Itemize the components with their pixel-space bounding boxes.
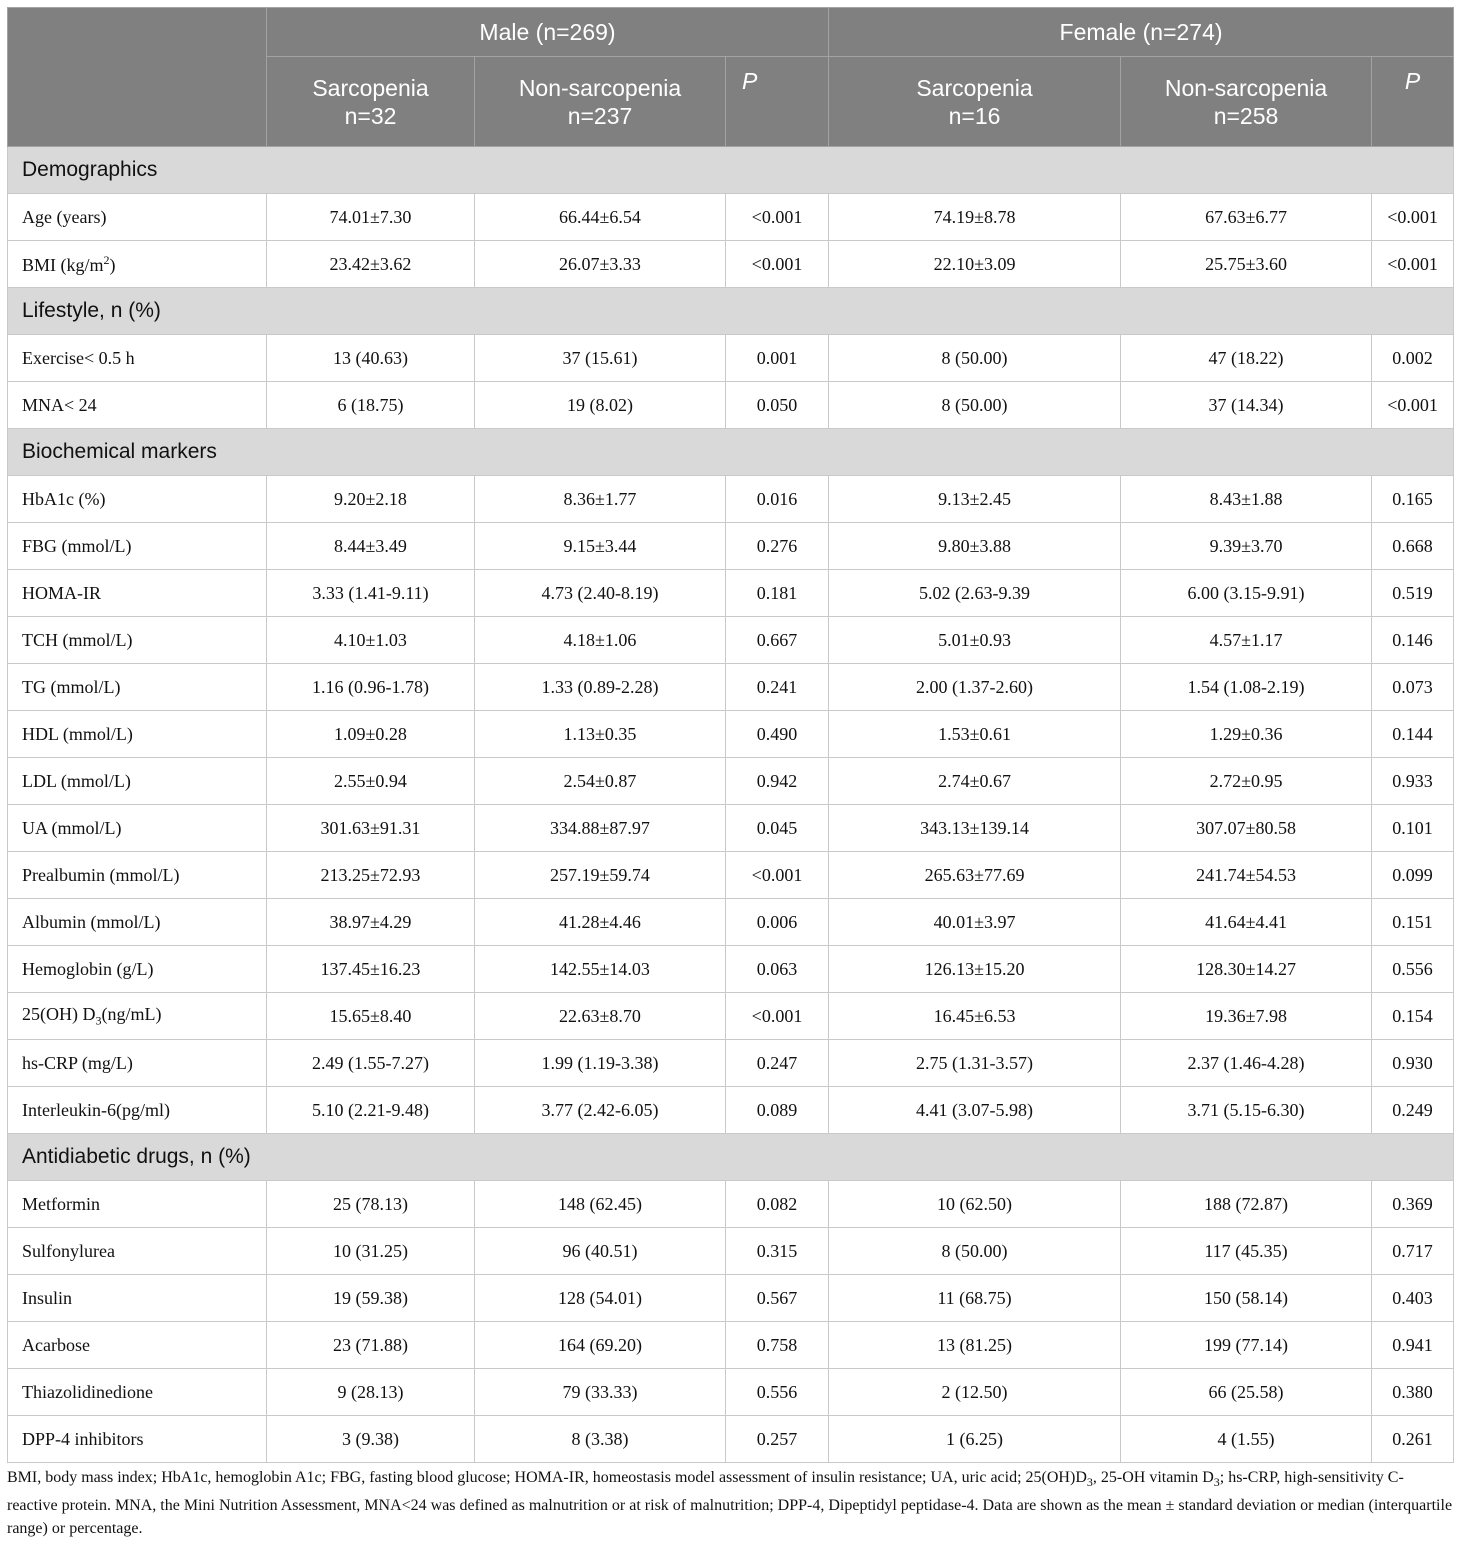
table-row (8, 335, 1454, 382)
table-cell: 66.44±6.54 (475, 194, 726, 241)
row-label: Thiazolidinedione (8, 1369, 267, 1416)
table-cell: 2.55±0.94 (267, 758, 475, 805)
row-label: hs-CRP (mg/L) (8, 1040, 267, 1087)
table-cell: 66 (25.58) (1121, 1369, 1372, 1416)
table-cell: 0.519 (1372, 570, 1454, 617)
table-cell: 9 (28.13) (267, 1369, 475, 1416)
table-cell: 26.07±3.33 (475, 241, 726, 288)
table-cell: 0.082 (726, 1181, 829, 1228)
table-cell: 0.151 (1372, 899, 1454, 946)
table-cell: <0.001 (726, 852, 829, 899)
table-cell: <0.001 (726, 241, 829, 288)
table-cell: 3 (9.38) (267, 1416, 475, 1463)
section-row (8, 429, 1454, 476)
table-cell: 128.30±14.27 (1121, 946, 1372, 993)
table-row (8, 476, 1454, 523)
table-cell: 126.13±15.20 (829, 946, 1121, 993)
table-row (8, 617, 1454, 664)
table-cell: 0.063 (726, 946, 829, 993)
table-cell: 3.33 (1.41-9.11) (267, 570, 475, 617)
table-cell: 0.261 (1372, 1416, 1454, 1463)
table-cell: 0.930 (1372, 1040, 1454, 1087)
table-row (8, 852, 1454, 899)
table-cell: 2 (12.50) (829, 1369, 1121, 1416)
table-cell: 0.380 (1372, 1369, 1454, 1416)
table-cell: 0.403 (1372, 1275, 1454, 1322)
table-cell: 0.369 (1372, 1181, 1454, 1228)
table-cell: 15.65±8.40 (267, 993, 475, 1040)
row-label: BMI $(kg/m^2)$ (8, 241, 267, 288)
table-cell: 117 (45.35) (1121, 1228, 1372, 1275)
row-label: Acarbose (8, 1322, 267, 1369)
row-label: FBG (mmol/L) (8, 523, 267, 570)
table-cell: 188 (72.87) (1121, 1181, 1372, 1228)
table-cell: 4.73 (2.40-8.19) (475, 570, 726, 617)
table-cell: 0.006 (726, 899, 829, 946)
table-cell: 74.01±7.30 (267, 194, 475, 241)
row-label: Insulin (8, 1275, 267, 1322)
row-label: HOMA-IR (8, 570, 267, 617)
table-row (8, 194, 1454, 241)
table-cell: 74.19±8.78 (829, 194, 1121, 241)
table-cell: 0.016 (726, 476, 829, 523)
table-cell: 0.257 (726, 1416, 829, 1463)
table-cell: 0.089 (726, 1087, 829, 1134)
table-cell: 1.13±0.35 (475, 711, 726, 758)
table-cell: 199 (77.14) (1121, 1322, 1372, 1369)
table-cell: 343.13±139.14 (829, 805, 1121, 852)
table-cell: 0.668 (1372, 523, 1454, 570)
table-cell: 0.315 (726, 1228, 829, 1275)
row-label: LDL (mmol/L) (8, 758, 267, 805)
table-cell: 1.33 (0.89-2.28) (475, 664, 726, 711)
table-cell: 25.75±3.60 (1121, 241, 1372, 288)
section-title: Biochemical markers (8, 429, 1454, 476)
table-cell: 2.72±0.95 (1121, 758, 1372, 805)
col-header-female-sarcopenia: Sarcopenia n=16 (829, 57, 1121, 147)
table-cell: 4.10±1.03 (267, 617, 475, 664)
row-label: UA (mmol/L) (8, 805, 267, 852)
table-row (8, 1181, 1454, 1228)
col-header-female-non-sarcopenia: Non-sarcopenia n=258 (1121, 57, 1372, 147)
section-title: Antidiabetic drugs, n (%) (8, 1134, 1454, 1181)
section-row (8, 288, 1454, 335)
table-header (8, 8, 1454, 147)
table-row (8, 1228, 1454, 1275)
table-cell: 0.050 (726, 382, 829, 429)
table-cell: 5.02 (2.63-9.39 (829, 570, 1121, 617)
table-cell: 0.556 (726, 1369, 829, 1416)
table-cell: 8.44±3.49 (267, 523, 475, 570)
table-cell: <0.001 (726, 993, 829, 1040)
table-cell: 8 (50.00) (829, 1228, 1121, 1275)
group-header-female: Female (n=274) (829, 8, 1454, 57)
table-cell: 10 (62.50) (829, 1181, 1121, 1228)
table-row (8, 1087, 1454, 1134)
col-header-male-non-sarcopenia: Non-sarcopenia n=237 (475, 57, 726, 147)
table-cell: <0.001 (1372, 241, 1454, 288)
row-label: Age (years) (8, 194, 267, 241)
table-cell: 9.80±3.88 (829, 523, 1121, 570)
table-cell: 19.36±7.98 (1121, 993, 1372, 1040)
table-cell: 13 (40.63) (267, 335, 475, 382)
table-cell: 19 (59.38) (267, 1275, 475, 1322)
table-cell: 241.74±54.53 (1121, 852, 1372, 899)
table-cell: 41.64±4.41 (1121, 899, 1372, 946)
table-cell: 0.002 (1372, 335, 1454, 382)
section-title: Lifestyle, n (%) (8, 288, 1454, 335)
table-cell: 213.25±72.93 (267, 852, 475, 899)
table-cell: 8.36±1.77 (475, 476, 726, 523)
table-cell: 9.15±3.44 (475, 523, 726, 570)
table-cell: 2.37 (1.46-4.28) (1121, 1040, 1372, 1087)
row-label: Albumin (mmol/L) (8, 899, 267, 946)
col-header-male-p: P (726, 57, 829, 147)
table-cell: 8 (50.00) (829, 382, 1121, 429)
table-cell: 1.16 (0.96-1.78) (267, 664, 475, 711)
table-cell: 0.146 (1372, 617, 1454, 664)
table-cell: 2.54±0.87 (475, 758, 726, 805)
table-cell: 142.55±14.03 (475, 946, 726, 993)
data-table (7, 7, 1454, 1463)
table-footnote: BMI, body mass index; HbA1c, hemoglobin A1c; FBG, fasting blood glucose; HOMA-IR, homeostasis model assessment of insulin resistance; UA, uric acid; $25(OH)D_3$, 25-OH vitamin $D_3$; hs-CRP, high-sensitivity C-reactive protein. MNA, the Mini Nutrition Assessment, MNA<24 was defined as malnutrition or at risk of malnutrition; DPP-4, Dipeptidyl peptidase-4. Data are shown as the mean ± standard deviation or median (interquartile range) or percentage. (7, 1469, 1453, 1538)
table-cell: 13 (81.25) (829, 1322, 1121, 1369)
group-header-male: Male (n=269) (267, 8, 829, 57)
table-cell: 67.63±6.77 (1121, 194, 1372, 241)
table-cell: 11 (68.75) (829, 1275, 1121, 1322)
table-container (7, 7, 1453, 1463)
row-label: Hemoglobin (g/L) (8, 946, 267, 993)
table-body (8, 147, 1454, 1463)
table-cell: 1.99 (1.19-3.38) (475, 1040, 726, 1087)
table-cell: 8 (3.38) (475, 1416, 726, 1463)
table-cell: 2.49 (1.55-7.27) (267, 1040, 475, 1087)
table-cell: 0.001 (726, 335, 829, 382)
table-cell: 4 (1.55) (1121, 1416, 1372, 1463)
table-cell: 0.181 (726, 570, 829, 617)
table-cell: 4.41 (3.07-5.98) (829, 1087, 1121, 1134)
table-cell: <0.001 (1372, 194, 1454, 241)
table-row (8, 1369, 1454, 1416)
table-cell: 301.63±91.31 (267, 805, 475, 852)
table-cell: 150 (58.14) (1121, 1275, 1372, 1322)
table-cell: 0.276 (726, 523, 829, 570)
table-cell: 164 (69.20) (475, 1322, 726, 1369)
table-cell: 0.941 (1372, 1322, 1454, 1369)
col-header-female-p: P (1372, 57, 1454, 147)
table-row (8, 946, 1454, 993)
table-cell: 22.63±8.70 (475, 993, 726, 1040)
table-cell: 47 (18.22) (1121, 335, 1372, 382)
table-row (8, 758, 1454, 805)
table-cell: 0.165 (1372, 476, 1454, 523)
table-row (8, 382, 1454, 429)
table-row (8, 899, 1454, 946)
table-cell: 41.28±4.46 (475, 899, 726, 946)
table-cell: 2.74±0.67 (829, 758, 1121, 805)
table-cell: 4.57±1.17 (1121, 617, 1372, 664)
table-cell: 10 (31.25) (267, 1228, 475, 1275)
table-cell: 9.13±2.45 (829, 476, 1121, 523)
row-label: MNA< 24 (8, 382, 267, 429)
table-row (8, 711, 1454, 758)
row-label: HDL (mmol/L) (8, 711, 267, 758)
table-cell: 5.01±0.93 (829, 617, 1121, 664)
table-cell: 0.241 (726, 664, 829, 711)
table-cell: 0.073 (1372, 664, 1454, 711)
table-cell: 0.154 (1372, 993, 1454, 1040)
table-cell: 128 (54.01) (475, 1275, 726, 1322)
section-row (8, 1134, 1454, 1181)
header-corner (8, 8, 267, 147)
table-cell: 19 (8.02) (475, 382, 726, 429)
table-cell: 37 (15.61) (475, 335, 726, 382)
table-cell: 1.53±0.61 (829, 711, 1121, 758)
table-row (8, 1416, 1454, 1463)
row-label: TG (mmol/L) (8, 664, 267, 711)
table-cell: 4.18±1.06 (475, 617, 726, 664)
table-cell: 1.54 (1.08-2.19) (1121, 664, 1372, 711)
section-row (8, 147, 1454, 194)
table-cell: 8 (50.00) (829, 335, 1121, 382)
table-cell: 2.75 (1.31-3.57) (829, 1040, 1121, 1087)
table-row (8, 241, 1454, 288)
col-header-male-sarcopenia: Sarcopenia n=32 (267, 57, 475, 147)
table-cell: 1.29±0.36 (1121, 711, 1372, 758)
table-cell: 37 (14.34) (1121, 382, 1372, 429)
table-cell: 0.247 (726, 1040, 829, 1087)
table-cell: 334.88±87.97 (475, 805, 726, 852)
table-row (8, 993, 1454, 1040)
row-label: HbA1c (%) (8, 476, 267, 523)
table-cell: 5.10 (2.21-9.48) (267, 1087, 475, 1134)
row-label: Exercise< 0.5 h (8, 335, 267, 382)
table-cell: 96 (40.51) (475, 1228, 726, 1275)
table-cell: 0.717 (1372, 1228, 1454, 1275)
table-cell: 0.249 (1372, 1087, 1454, 1134)
row-label: Prealbumin (mmol/L) (8, 852, 267, 899)
table-cell: 9.39±3.70 (1121, 523, 1372, 570)
table-cell: 3.71 (5.15-6.30) (1121, 1087, 1372, 1134)
table-cell: 6.00 (3.15-9.91) (1121, 570, 1372, 617)
table-row (8, 1275, 1454, 1322)
table-cell: 0.490 (726, 711, 829, 758)
table-cell: 137.45±16.23 (267, 946, 475, 993)
table-cell: 25 (78.13) (267, 1181, 475, 1228)
table-cell: 16.45±6.53 (829, 993, 1121, 1040)
table-cell: 148 (62.45) (475, 1181, 726, 1228)
section-title: Demographics (8, 147, 1454, 194)
table-cell: 0.567 (726, 1275, 829, 1322)
table-row (8, 1322, 1454, 1369)
table-cell: 1 (6.25) (829, 1416, 1121, 1463)
table-cell: 307.07±80.58 (1121, 805, 1372, 852)
table-cell: 23 (71.88) (267, 1322, 475, 1369)
table-cell: 1.09±0.28 (267, 711, 475, 758)
table-cell: <0.001 (1372, 382, 1454, 429)
row-label: Interleukin-6(pg/ml) (8, 1087, 267, 1134)
table-cell: 0.933 (1372, 758, 1454, 805)
table-cell: <0.001 (726, 194, 829, 241)
table-cell: 0.045 (726, 805, 829, 852)
row-label: 25(OH) $D_3(ng/mL)$ (8, 993, 267, 1040)
table-cell: 9.20±2.18 (267, 476, 475, 523)
table-cell: 0.099 (1372, 852, 1454, 899)
table-cell: 40.01±3.97 (829, 899, 1121, 946)
table-cell: 0.667 (726, 617, 829, 664)
table-cell: 8.43±1.88 (1121, 476, 1372, 523)
table-cell: 79 (33.33) (475, 1369, 726, 1416)
table-cell: 0.758 (726, 1322, 829, 1369)
table-cell: 0.942 (726, 758, 829, 805)
table-cell: 265.63±77.69 (829, 852, 1121, 899)
table-cell: 3.77 (2.42-6.05) (475, 1087, 726, 1134)
row-label: Sulfonylurea (8, 1228, 267, 1275)
table-row (8, 523, 1454, 570)
table-cell: 2.00 (1.37-2.60) (829, 664, 1121, 711)
table-cell: 257.19±59.74 (475, 852, 726, 899)
table-cell: 38.97±4.29 (267, 899, 475, 946)
table-cell: 6 (18.75) (267, 382, 475, 429)
table-row (8, 570, 1454, 617)
row-label: Metformin (8, 1181, 267, 1228)
table-cell: 0.101 (1372, 805, 1454, 852)
table-row (8, 664, 1454, 711)
table-row (8, 805, 1454, 852)
table-cell: 23.42±3.62 (267, 241, 475, 288)
row-label: TCH (mmol/L) (8, 617, 267, 664)
row-label: DPP-4 inhibitors (8, 1416, 267, 1463)
table-cell: 0.144 (1372, 711, 1454, 758)
table-row (8, 1040, 1454, 1087)
table-cell: 22.10±3.09 (829, 241, 1121, 288)
table-cell: 0.556 (1372, 946, 1454, 993)
